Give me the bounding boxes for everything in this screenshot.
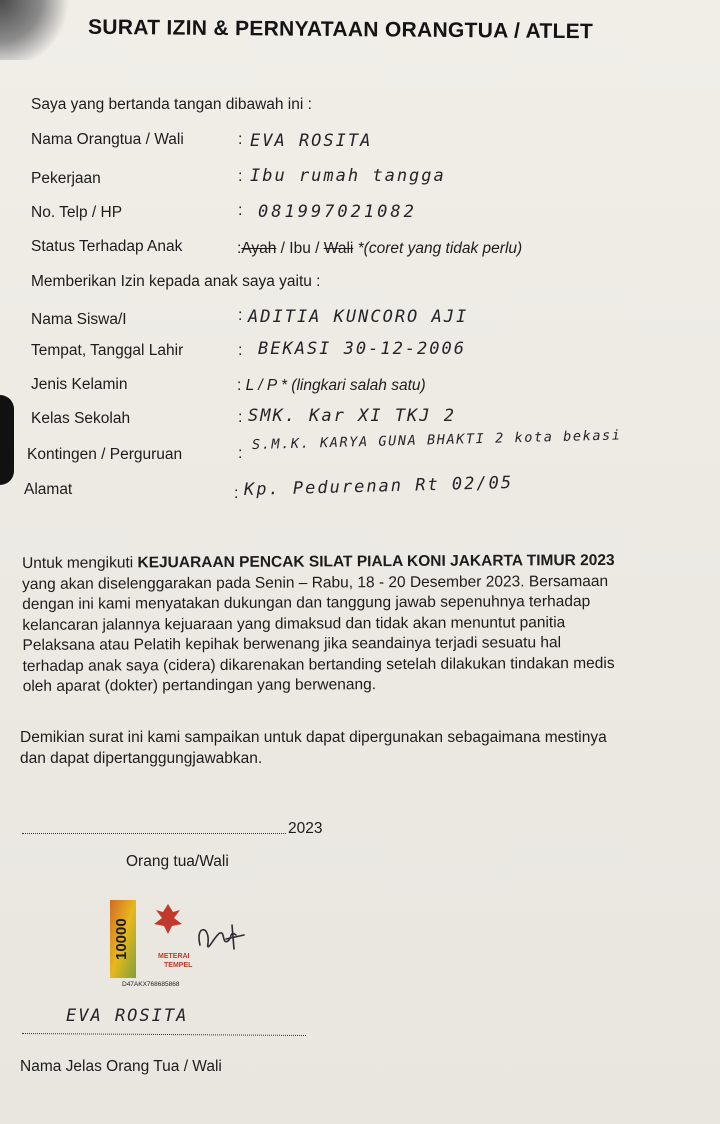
signer-dotted-line	[22, 1033, 306, 1036]
job-value: Ibu rumah tangga	[250, 166, 446, 186]
job-label: Pekerjaan	[31, 170, 101, 187]
statement-line: yang akan diselenggarakan pada Senin – Rabu, 18 - 20 Desember 2023. Bersamaan	[22, 572, 609, 593]
status-options: :Ayah / Ibu / Wali *(coret yang tidak perlu)	[237, 240, 523, 257]
address-value: Kp. Pedurenan Rt 02/05	[243, 472, 514, 500]
signer-name-label: Nama Jelas Orang Tua / Wali	[20, 1058, 222, 1075]
class-label: Kelas Sekolah	[31, 410, 131, 427]
scan-edge	[0, 395, 14, 485]
statement-paragraph	[22, 551, 615, 698]
date-year: 2023	[288, 820, 323, 837]
colon: :	[234, 485, 239, 502]
child-name-label: Nama Siswa/I	[31, 311, 127, 328]
colon: :	[238, 131, 243, 148]
gender-label: Jenis Kelamin	[31, 376, 128, 393]
handwritten-signature	[170, 905, 250, 965]
colon: :	[238, 307, 243, 324]
class-value: SMK. Kar XI TKJ 2	[248, 406, 456, 426]
closing-line: Demikian surat ini kami sampaikan untuk dapat dipergunakan sebagaimana mestinya	[20, 729, 607, 746]
document-title: SURAT IZIN & PERNYATAAN ORANGTUA / ATLET	[87, 15, 594, 44]
statement-line: dengan ini kami menyatakan dukungan dan tanggung jawab sepenuhnya terhadap	[22, 593, 591, 613]
colon: :	[238, 342, 243, 359]
status-option-wali: Wali	[323, 240, 354, 257]
address-label: Alamat	[24, 481, 73, 498]
phone-value: 081997021082	[258, 202, 417, 222]
date-dotted-line	[22, 833, 286, 834]
parent-name-value: EVA ROSITA	[250, 131, 373, 151]
statement-line: kelancaran jalannya kejuaraan yang dimaksud dan tidak akan menuntut panitia	[22, 613, 566, 634]
signer-role: Orang tua/Wali	[126, 853, 229, 870]
closing-paragraph	[20, 728, 607, 769]
colon: :	[238, 168, 243, 185]
intro-text: Saya yang bertanda tangan dibawah ini :	[31, 96, 312, 113]
phone-label: No. Telp / HP	[31, 204, 123, 221]
status-label: Status Terhadap Anak	[31, 238, 183, 255]
statement-line: oleh aparat (dokter) pertandingan yang berwenang.	[22, 676, 377, 695]
event-name: KEJUARAAN PENCAK SILAT PIALA KONI JAKARTA TIMUR 2023	[137, 551, 615, 572]
statement-line: Pelaksana atau Pelatih kepihak berwenang jika seandainya terjadi sesuatu hal	[22, 634, 562, 654]
signer-name: EVA ROSITA	[66, 1006, 189, 1026]
status-option-ayah: Ayah	[241, 240, 277, 257]
status-note: *(coret yang tidak perlu)	[353, 240, 523, 257]
parent-name-label: Nama Orangtua / Wali	[31, 131, 184, 148]
colon: :	[238, 409, 243, 426]
statement-line: terhadap anak saya (cidera) dikarenakan bertanding setelah dilakukan tindakan medis	[22, 654, 615, 675]
colon: :	[238, 445, 243, 462]
contingent-label: Kontingen / Perguruan	[27, 446, 183, 463]
stamp-label-1: METERAI	[158, 953, 190, 960]
statement-prefix: Untuk mengikuti	[22, 554, 138, 572]
contingent-value: S.M.K. KARYA GUNA BHAKTI 2 kota bekasi	[251, 427, 622, 453]
stamp-label-2: TEMPEL	[164, 962, 193, 969]
scan-shadow	[0, 0, 70, 60]
status-option-ibu: / Ibu /	[276, 240, 324, 257]
birth-value: BEKASI 30-12-2006	[258, 339, 466, 359]
permission-text: Memberikan Izin kepada anak saya yaitu :	[31, 273, 321, 290]
stamp-value: 10000	[113, 918, 130, 960]
gender-value: : L / P * (lingkari salah satu)	[237, 377, 426, 394]
child-name-value: ADITIA KUNCORO AJI	[248, 307, 469, 327]
colon: :	[238, 202, 243, 219]
birth-label: Tempat, Tanggal Lahir	[31, 342, 184, 359]
closing-line: dan dapat dipertanggungjawabkan.	[20, 749, 263, 767]
stamp-serial: D47AKX768685868	[122, 981, 180, 988]
